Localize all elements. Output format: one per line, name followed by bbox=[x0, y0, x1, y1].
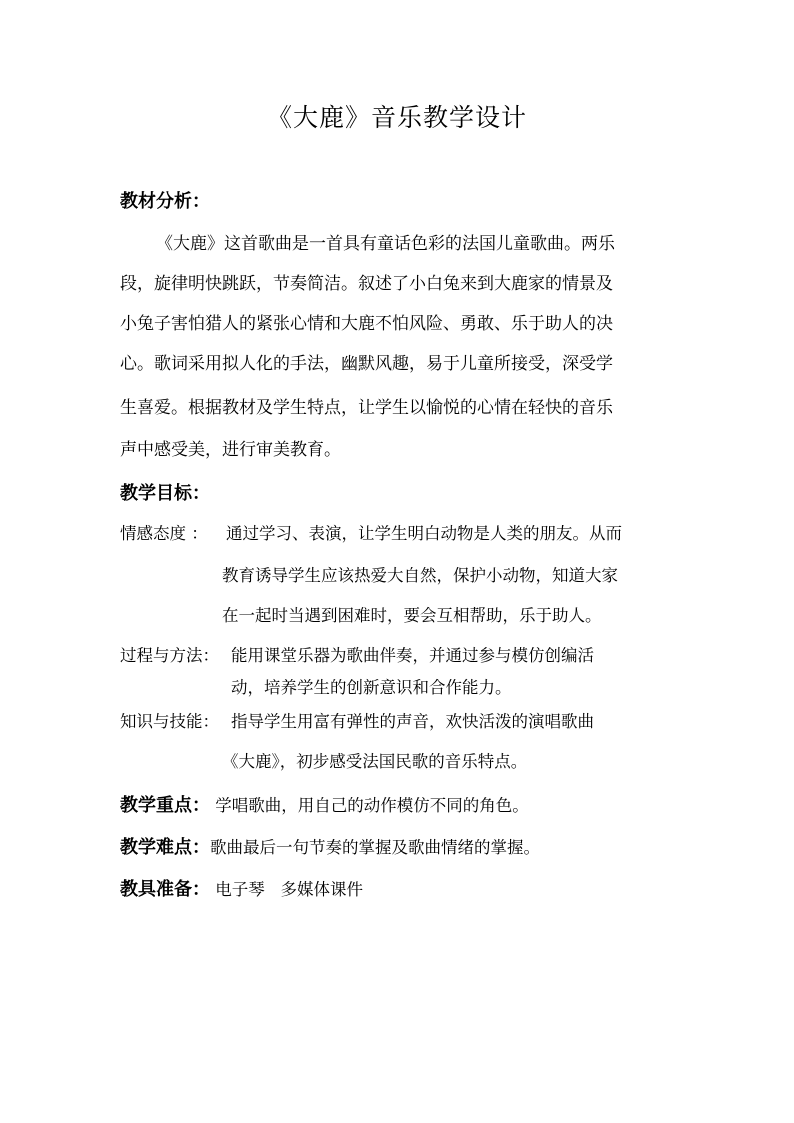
emotion-label: 情感态度 ： bbox=[120, 524, 208, 543]
analysis-line-4: 心。歌词采用拟人化的手法，幽默风趣，易于儿童所接受，深受学 bbox=[120, 354, 613, 374]
process-label: 过程与方法： bbox=[120, 646, 219, 665]
difficulty-row bbox=[120, 834, 540, 862]
knowledge-line-1: 指导学生用富有弹性的声音，欢快活泼的演唱歌曲 bbox=[231, 712, 594, 731]
process-line-1: 能用课堂乐器为歌曲伴奏，并通过参与模仿创编活 bbox=[231, 646, 594, 665]
analysis-line-3: 小兔子害怕猎人的紧张心情和大鹿不怕风险、勇敢、乐于助人的决 bbox=[120, 314, 613, 334]
key-point-heading: 教学重点： bbox=[120, 795, 210, 816]
goals-heading: 教学目标： bbox=[120, 483, 210, 504]
key-point-text: 学唱歌曲，用自己的动作模仿不同的角色。 bbox=[210, 796, 529, 815]
tools-text: 电子琴 多媒体课件 bbox=[210, 880, 363, 899]
analysis-heading: 教材分析： bbox=[120, 191, 210, 212]
key-point-row bbox=[120, 792, 529, 820]
tools-heading: 教具准备： bbox=[120, 879, 210, 900]
document-title: 《大鹿》音乐教学设计 bbox=[266, 103, 527, 132]
knowledge-label: 知识与技能： bbox=[120, 712, 219, 731]
process-line-2: 动，培养学生的创新意识和合作能力。 bbox=[231, 678, 512, 697]
difficulty-text: 歌曲最后一句节奏的掌握及歌曲情绪的掌握。 bbox=[210, 838, 540, 857]
analysis-line-6: 声中感受美，进行审美教育。 bbox=[120, 440, 341, 460]
emotion-line-3: 在一起时当遇到困难时，要会互相帮助，乐于助人。 bbox=[222, 606, 602, 625]
analysis-line-2: 段，旋律明快跳跃，节奏简洁。叙述了小白兔来到大鹿家的情景及 bbox=[120, 274, 613, 294]
analysis-line-5: 生喜爱。根据教材及学生特点，让学生以愉悦的心情在轻快的音乐 bbox=[120, 398, 613, 418]
analysis-line-1: 《大鹿》这首歌曲是一首具有童话色彩的法国儿童歌曲。两乐 bbox=[156, 234, 615, 254]
emotion-line-2: 教育诱导学生应该热爱大自然，保护小动物，知道大家 bbox=[222, 566, 618, 585]
knowledge-line-2: 《大鹿》，初步感受法国民歌的音乐特点。 bbox=[222, 752, 528, 771]
tools-row bbox=[120, 876, 363, 904]
difficulty-heading: 教学难点： bbox=[120, 837, 210, 858]
emotion-line-1: 通过学习、表演，让学生明白动物是人类的朋友。从而 bbox=[226, 524, 622, 543]
